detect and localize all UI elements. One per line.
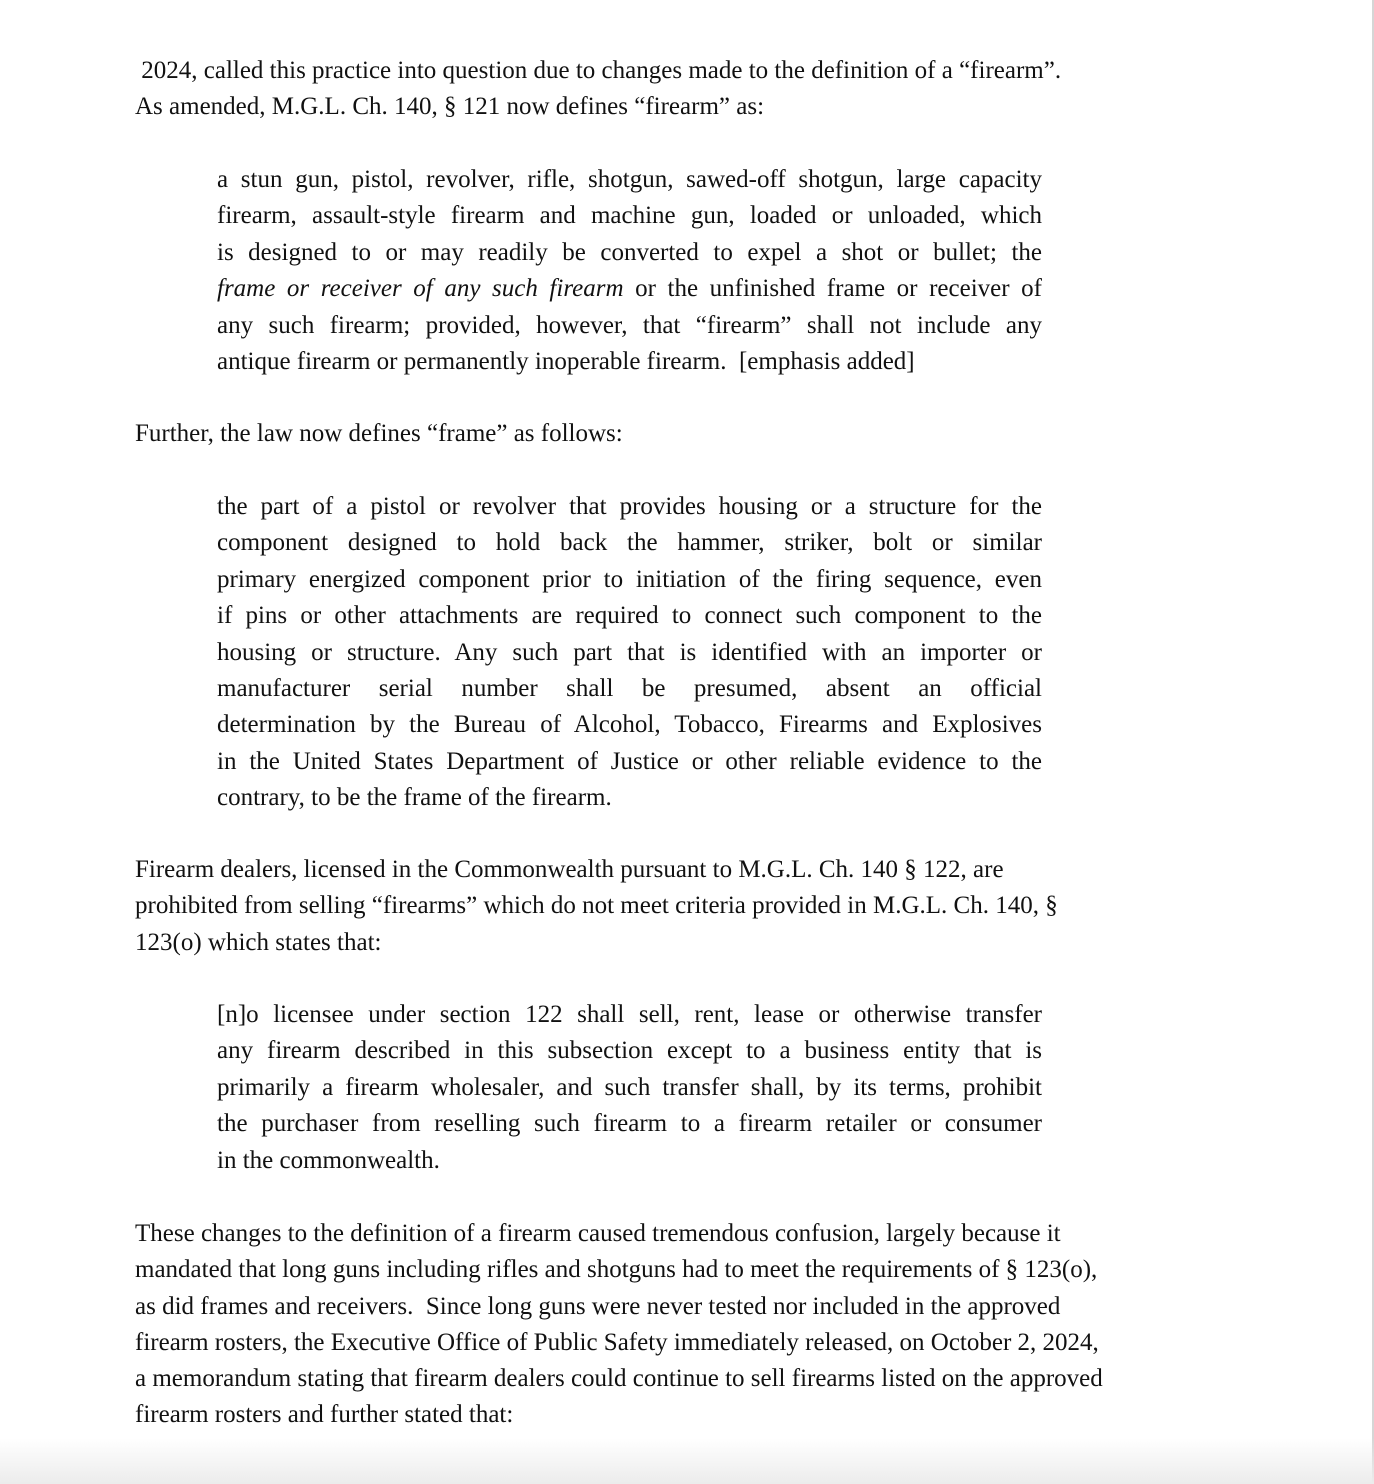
text-line: firearm rosters and further stated that: xyxy=(135,1401,514,1429)
text-line: [n]o licensee under section 122 shall sell, rent, lease or otherwise transfer xyxy=(217,1001,1042,1028)
text-line: primary energized component prior to initiation of the firing sequence, even xyxy=(217,565,1042,593)
text-line: antique firearm or permanently inoperable firearm. [emphasis added] xyxy=(217,348,915,376)
text-line: firearm, assault-style firearm and machine gun, loaded or unloaded, which xyxy=(217,202,1042,230)
text-line: any firearm described in this subsection except to a business entity that is xyxy=(217,1037,1042,1065)
bottom-shadow xyxy=(0,1438,1374,1484)
text-line: contrary, to be the frame of the firearm. xyxy=(217,784,612,812)
text-fragment: or the unfinished frame or receiver of xyxy=(623,275,1042,303)
text-line: any such firearm; provided, however, that “firearm” shall not include any xyxy=(217,311,1042,339)
text-line: the purchaser from reselling such firearm to a firearm retailer or consumer xyxy=(217,1110,1042,1138)
text-line: These changes to the definition of a firearm caused tremendous confusion, largely because it xyxy=(135,1220,1061,1247)
text-line: housing or structure. Any such part that is identified with an importer or xyxy=(217,638,1042,666)
text-line: primarily a firearm wholesaler, and such transfer shall, by its terms, prohibit xyxy=(217,1073,1042,1101)
emphasized-text: frame or receiver of any such firearm xyxy=(217,275,624,303)
blockquote-frame-definition xyxy=(217,489,1042,817)
text-line: prohibited from selling “firearms” which do not meet criteria provided in M.G.L. Ch. 140, § xyxy=(135,892,1058,920)
text-line: firearm rosters, the Executive Office of Public Safety immediately released, on October 2, 2024, xyxy=(135,1328,1099,1356)
text-line: in the United States Department of Justice or other reliable evidence to the xyxy=(217,747,1042,775)
text-line: manufacturer serial number shall be presumed, absent an official xyxy=(217,675,1042,703)
text-line: is designed to or may readily be converted to expel a shot or bullet; the xyxy=(217,238,1042,266)
text-line: component designed to hold back the hammer, striker, bolt or similar xyxy=(217,529,1042,557)
blockquote-section-123o xyxy=(217,997,1042,1179)
text-line: if pins or other attachments are required to connect such component to the xyxy=(217,602,1042,630)
text-line: As amended, M.G.L. Ch. 140, § 121 now defines “firearm” as: xyxy=(135,93,765,121)
text-line: determination by the Bureau of Alcohol, Tobacco, Firearms and Explosives xyxy=(217,711,1042,739)
paragraph-frame-intro xyxy=(135,416,1215,452)
blockquote-firearm-definition xyxy=(217,162,1042,380)
paragraph-dealers xyxy=(135,852,1215,961)
text-line: Further, the law now defines “frame” as follows: xyxy=(135,420,623,447)
paragraph-confusion xyxy=(135,1216,1215,1434)
paragraph-intro xyxy=(135,53,1215,126)
text-line xyxy=(217,271,1042,307)
text-line: in the commonwealth. xyxy=(217,1146,440,1174)
text-line: Firearm dealers, licensed in the Commonwealth pursuant to M.G.L. Ch. 140 § 122, are xyxy=(135,856,1004,883)
text-line: 123(o) which states that: xyxy=(135,928,382,956)
text-line: mandated that long guns including rifles and shotguns had to meet the requirements of § 123(o), xyxy=(135,1256,1098,1284)
text-line: 2024, called this practice into question due to changes made to the definition of a “firearm”. xyxy=(135,57,1062,84)
text-line: a stun gun, pistol, revolver, rifle, shotgun, sawed-off shotgun, large capacity xyxy=(217,166,1042,193)
text-line: a memorandum stating that firearm dealers could continue to sell firearms listed on the approved xyxy=(135,1365,1103,1393)
text-line: the part of a pistol or revolver that provides housing or a structure for the xyxy=(217,493,1042,520)
text-line: as did frames and receivers. Since long guns were never tested nor included in the approved xyxy=(135,1292,1061,1320)
